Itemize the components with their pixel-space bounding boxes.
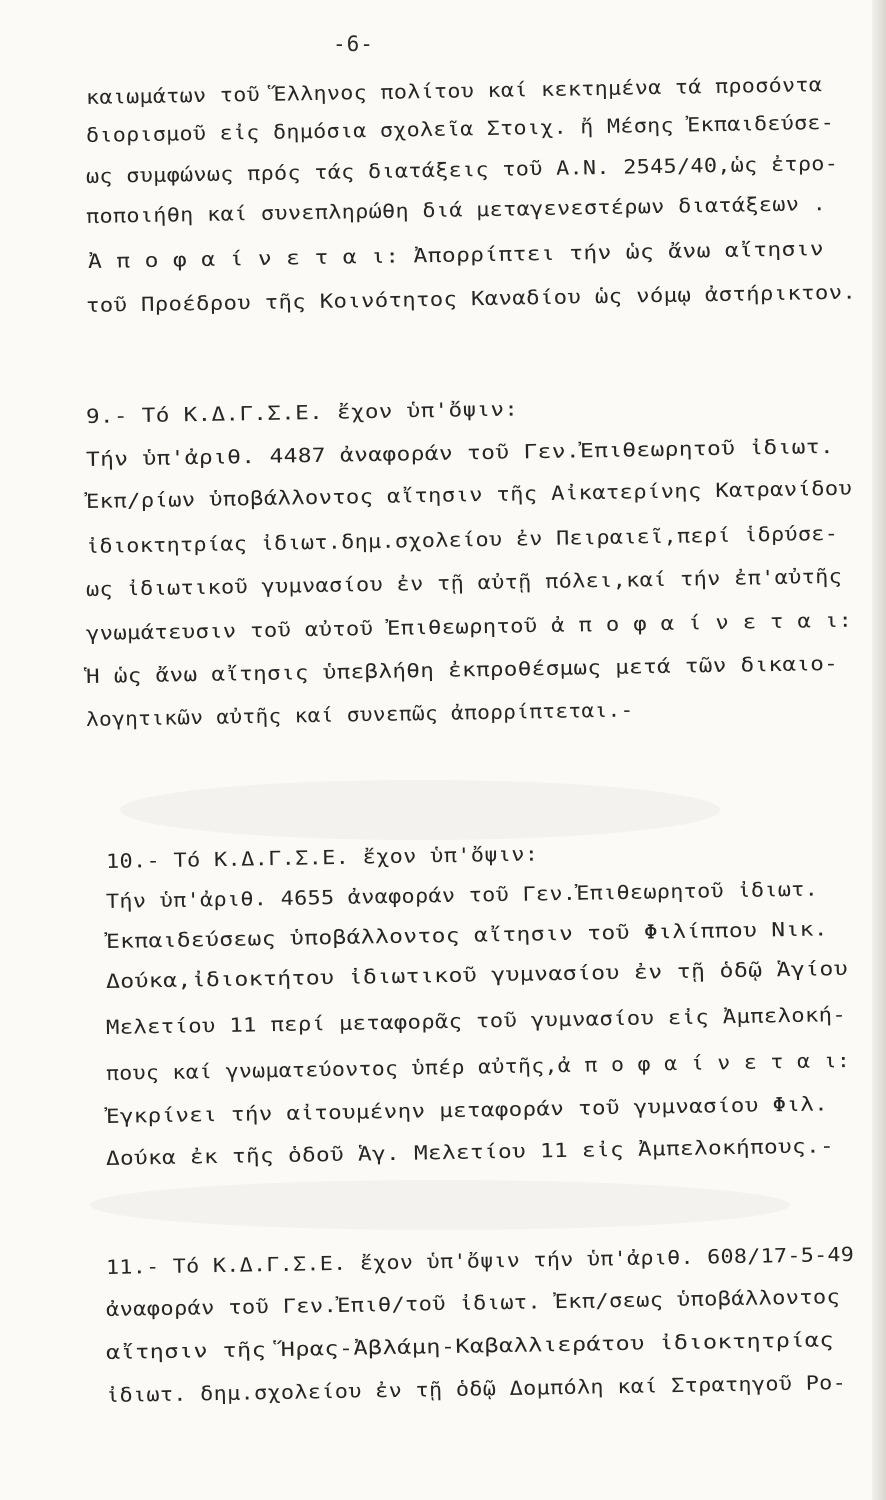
page-number: -6- — [333, 32, 374, 56]
text-line: αἴτησιν τῆς Ἥρας-Ἀβλάμη-Καβαλλιεράτου ἰδιοκτητρίας — [105, 1328, 835, 1364]
decision-line: Ἀ π ο φ α ί ν ε τ α ι: Ἀπορρίπτει τήν ὡς ἄνω αἴτησιν — [87, 237, 825, 273]
decision-line: γνωμάτευσιν τοῦ αὐτοῦ Ἐπιθεωρητοῦ ἀ π ο φ α ί ν ε τ α ι: — [85, 608, 853, 645]
text-line: Τήν ὑπ'ἀριθ. 4487 ἀναφοράν τοῦ Γεν.Ἐπιθεωρητοῦ ἰδιωτ. — [85, 434, 835, 471]
text-line: Ἡ ὡς ἄνω αἴτησις ὑπεβλήθη ἐκπροθέσμως μετά τῶν δικαιο- — [85, 651, 839, 688]
page-edge-shadow — [872, 0, 886, 1500]
text-line: ἰδιοκτητρίας ἰδιωτ.δημ.σχολείου ἐν Πειραιεῖ,περί ἱδρύσε- — [85, 521, 839, 558]
section-heading-9: 9.- Τό Κ.Δ.Γ.Σ.Ε. ἔχον ὑπ'ὄψιν: — [85, 397, 519, 428]
text-line: Ἐκπαιδεύσεως ὑποβάλλοντος αἴτησιν τοῦ Φιλίππου Νικ. — [105, 917, 829, 953]
text-line: Δούκα ἐκ τῆς ὁδοῦ Ἁγ. Μελετίου 11 εἰς Ἀμπελοκήπους.- — [105, 1134, 835, 1170]
text-line: ως συμφώνως πρός τάς διατάξεις τοῦ Α.Ν. 2545/40,ὡς ἐτρο- — [85, 151, 839, 188]
text-line: ἀναφοράν τοῦ Γεν.Ἐπιθ/τοῦ ἰδιωτ. Ἐκπ/σεως ὑποβάλλοντος — [105, 1285, 841, 1321]
text-line: ως ἰδιωτικοῦ γυμνασίου ἐν τῇ αὐτῇ πόλει,καί τήν ἐπ'αὐτῆς — [85, 564, 843, 601]
text-line: Δούκα,ἰδιοκτήτου ἰδιωτικοῦ γυμνασίου ἐν τῇ ὁδῷ Ἁγίου — [105, 957, 849, 993]
text-line: ποποιήθη καί συνεπληρώθη διά μεταγενεστέρων διατάξεων . — [85, 192, 827, 228]
text-line: λογητικῶν αὐτῆς καί συνεπῶς ἀπορρίπτεται.- — [85, 698, 634, 731]
text-line: Μελετίου 11 περί μεταφορᾶς τοῦ γυμνασίου εἰς Ἀμπελοκή- — [105, 1003, 847, 1039]
text-line: Τήν ὑπ'ἀριθ. 4655 ἀναφοράν τοῦ Γεν.Ἐπιθεωρητοῦ ἰδιωτ. — [105, 877, 819, 913]
text-line: καιωμάτων τοῦ Ἕλληνος πολίτου καί κεκτημένα τά προσόντα — [85, 73, 823, 109]
text-line: διορισμοῦ εἰς δημόσια σχολεῖα Στοιχ. ἤ Μέσης Ἐκπαιδεύσε- — [85, 110, 835, 147]
text-line: Ἐκπ/ρίων ὑποβάλλοντος αἴτησιν τῆς Αἰκατερίνης Κατρανίδου — [85, 476, 853, 513]
section-heading-10: 10.- Τό Κ.Δ.Γ.Σ.Ε. ἔχον ὑπ'ὄψιν: — [105, 842, 539, 873]
section-heading-11: 11.- Τό Κ.Δ.Γ.Σ.Ε. ἔχον ὑπ'ὄψιν τήν ὑπ'ἀριθ. 608/17-5-49 — [105, 1242, 855, 1279]
text-line: ἰδιωτ. δημ.σχολείου ἐν τῇ ὁδῷ Δομπόλη καί Στρατηγοῦ Ρο- — [105, 1371, 847, 1407]
text-line: Ἐγκρίνει τήν αἰτουμένην μεταφοράν τοῦ γυμνασίου Φιλ. — [105, 1092, 829, 1128]
decision-line: πους καί γνωματεύοντος ὑπέρ αὐτῆς,ἀ π ο φ α ί ν ε τ α ι: — [105, 1049, 851, 1085]
text-line: τοῦ Προέδρου τῆς Κοινότητος Καναδίου ὡς νόμῳ ἀστήρικτον. — [85, 280, 857, 317]
paper-smudge — [90, 1180, 790, 1230]
paper-smudge — [120, 780, 720, 840]
